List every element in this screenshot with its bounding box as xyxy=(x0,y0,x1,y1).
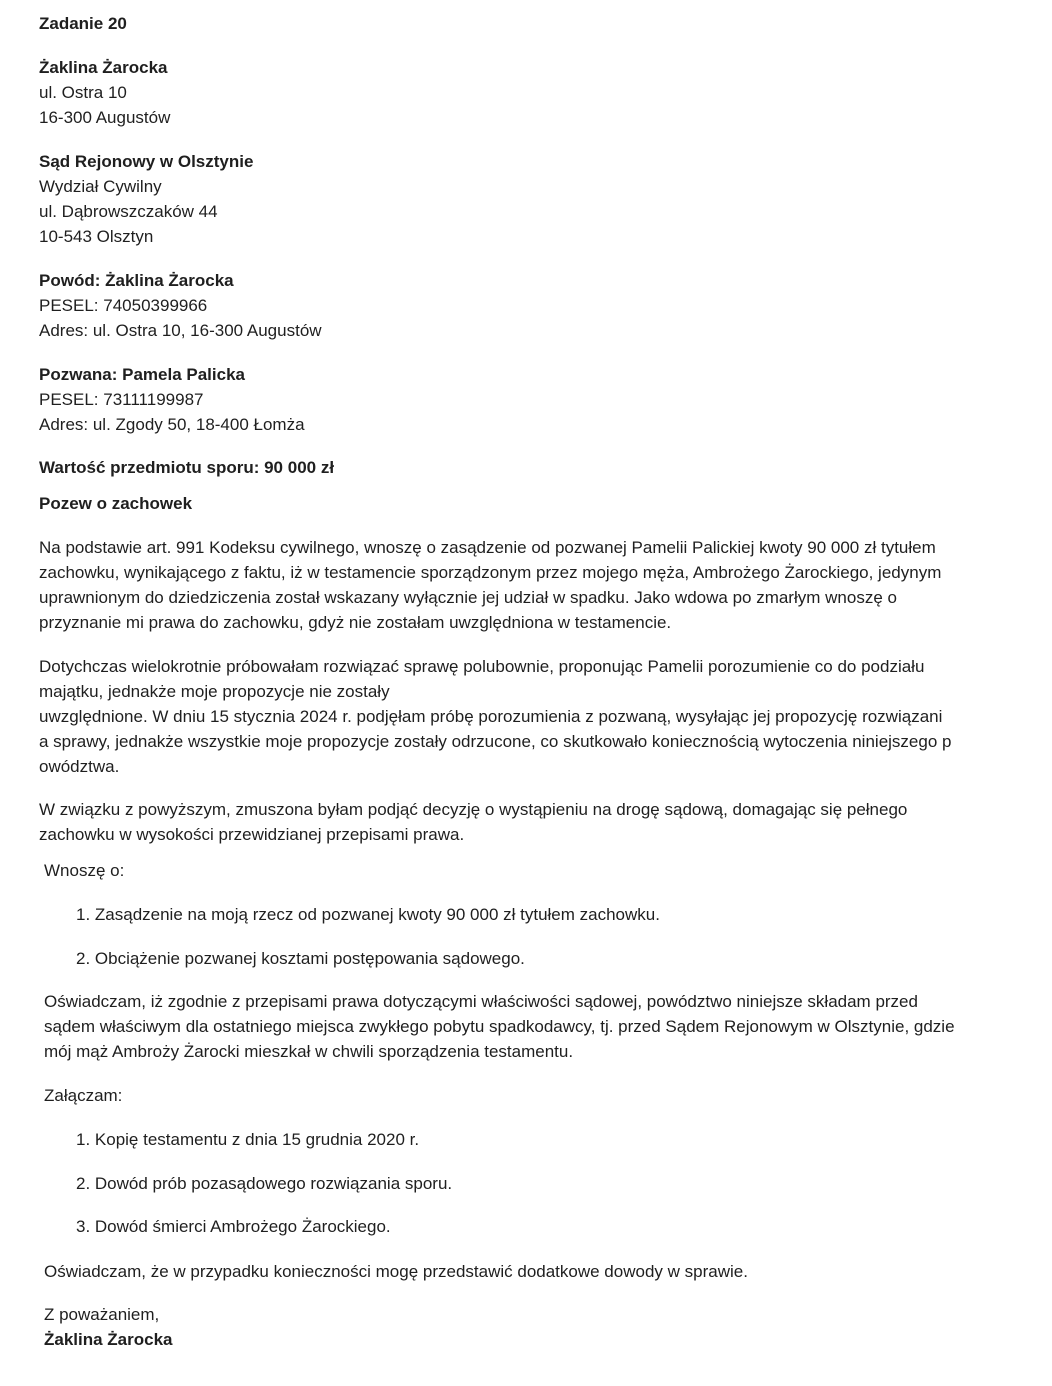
defendant-address: Adres: ul. Zgody 50, 18-400 Łomża xyxy=(39,415,305,434)
request-item: 2. Obciążenie pozwanej kosztami postępowania sądowego. xyxy=(76,949,525,968)
document-title: Pozew o zachowek xyxy=(39,494,193,513)
paragraph-settlement-attempts xyxy=(39,654,1039,779)
plaintiff-heading: Powód: Żaklina Żarocka xyxy=(39,271,234,290)
jurisdiction-statement xyxy=(44,989,1044,1064)
plaintiff-block xyxy=(39,268,1039,343)
paragraph-line: uprawnionym do dziedziczenia został wskazany wyłącznie jej udział w spadku. Jako wdowa po zmarłym wnoszę o xyxy=(39,588,897,607)
court-block xyxy=(39,149,1039,249)
regards-text: Z poważaniem, xyxy=(44,1305,160,1324)
paragraph-line: zachowku w wysokości przewidzianej przepisami prawa. xyxy=(39,825,465,844)
paragraph-line: mój mąż Ambroży Żarocki mieszkał w chwili sporządzenia testamentu. xyxy=(44,1042,574,1061)
sender-block xyxy=(39,55,1039,130)
paragraph-line: przyznanie mi prawa do zachowku, gdyż nie zostałam uwzględniona w testamencie. xyxy=(39,613,672,632)
requests-intro: Wnoszę o: xyxy=(44,861,125,880)
paragraph-line: sądem właściwym dla ostatniego miejsca zwykłego pobytu spadkodawcy, tj. przed Sądem Rejonowym w Olsztynie, gdzie xyxy=(44,1017,955,1036)
court-name: Sąd Rejonowy w Olsztynie xyxy=(39,152,254,171)
defendant-pesel: PESEL: 73111199987 xyxy=(39,390,204,409)
task-title: Zadanie 20 xyxy=(39,14,127,33)
court-division: Wydział Cywilny xyxy=(39,177,162,196)
attachments-intro: Załączam: xyxy=(44,1086,123,1105)
paragraph-line: W związku z powyższym, zmuszona byłam podjąć decyzję o wystąpieniu na drogę sądową, domagając się pełnego xyxy=(39,800,908,819)
plaintiff-address: Adres: ul. Ostra 10, 16-300 Augustów xyxy=(39,321,322,340)
request-item: 1. Zasądzenie na moją rzecz od pozwanej kwoty 90 000 zł tytułem zachowku. xyxy=(76,905,660,924)
plaintiff-pesel: PESEL: 74050399966 xyxy=(39,296,208,315)
paragraph-line: uwzględnione. W dniu 15 stycznia 2024 r. podjęłam próbę porozumienia z pozwaną, wysyłając jej propozycję rozwiązani xyxy=(39,707,943,726)
signature-block xyxy=(44,1302,1044,1352)
value-of-dispute: Wartość przedmiotu sporu: 90 000 zł xyxy=(39,458,335,477)
paragraph-line: majątku, jednakże moje propozycje nie zostały xyxy=(39,682,390,701)
paragraph-legal-basis xyxy=(39,535,1039,635)
defendant-heading: Pozwana: Pamela Palicka xyxy=(39,365,245,384)
closing-statement: Oświadczam, że w przypadku konieczności mogę przedstawić dodatkowe dowody w sprawie. xyxy=(44,1262,748,1281)
court-street: ul. Dąbrowszczaków 44 xyxy=(39,202,218,221)
sender-street: ul. Ostra 10 xyxy=(39,83,127,102)
attachment-item: 1. Kopię testamentu z dnia 15 grudnia 2020 r. xyxy=(76,1130,420,1149)
paragraph-line: Na podstawie art. 991 Kodeksu cywilnego, wnoszę o zasądzenie od pozwanej Pamelii Palickiej kwoty 90 000 zł tytułem xyxy=(39,538,936,557)
attachment-item: 2. Dowód prób pozasądowego rozwiązania sporu. xyxy=(76,1174,453,1193)
paragraph-line: a sprawy, jednakże wszystkie moje propozycje zostały odrzucone, co skutkowało koniecznością wytoczenia niniejszego p xyxy=(39,732,952,751)
court-city: 10-543 Olsztyn xyxy=(39,227,154,246)
paragraph-line: owództwa. xyxy=(39,757,120,776)
paragraph-decision xyxy=(39,797,1039,847)
paragraph-line: Dotychczas wielokrotnie próbowałam rozwiązać sprawę polubownie, proponując Pamelii porozumienie co do podziału xyxy=(39,657,925,676)
sender-name: Żaklina Żarocka xyxy=(39,58,168,77)
attachment-item: 3. Dowód śmierci Ambrożego Żarockiego. xyxy=(76,1217,391,1236)
paragraph-line: Oświadczam, iż zgodnie z przepisami prawa dotyczącymi właściwości sądowej, powództwo niniejsze składam przed xyxy=(44,992,918,1011)
signature-name: Żaklina Żarocka xyxy=(44,1330,173,1349)
paragraph-line: zachowku, wynikającego z faktu, iż w testamencie sporządzonym przez mojego męża, Ambrożego Żarockiego, jedynym xyxy=(39,563,942,582)
sender-city: 16-300 Augustów xyxy=(39,108,171,127)
defendant-block xyxy=(39,362,1039,437)
